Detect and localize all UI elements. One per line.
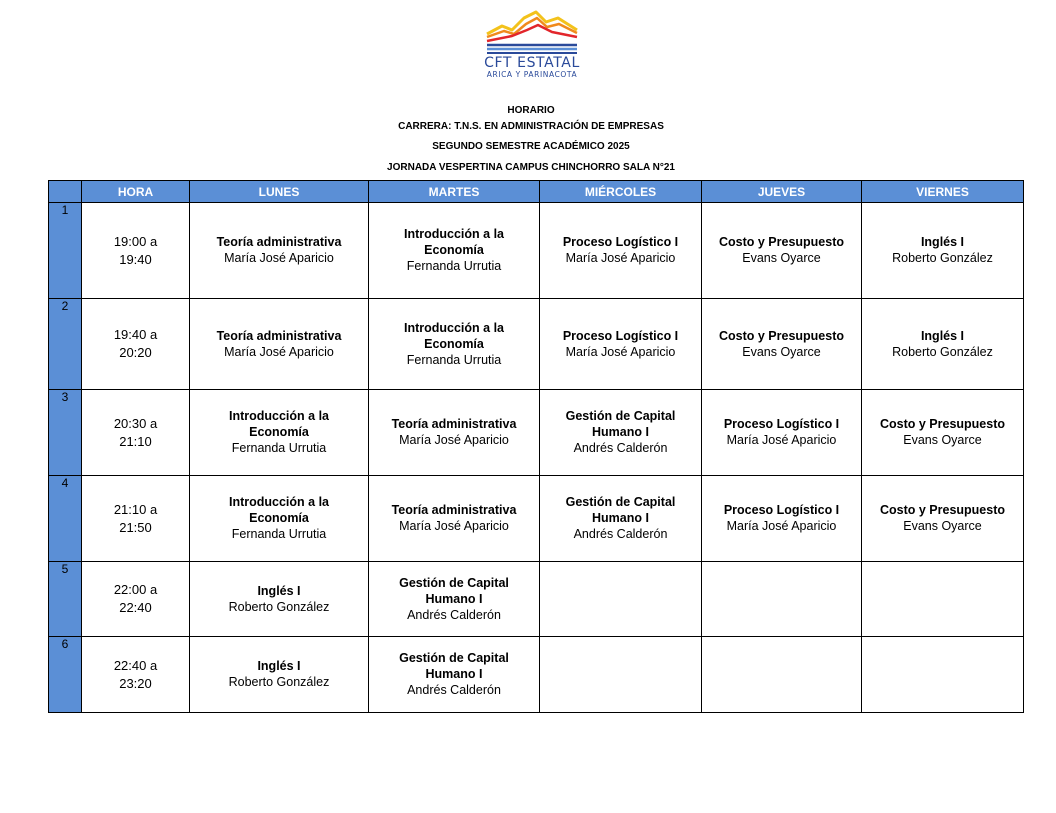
subject-name: Costo y Presupuesto [879,417,1006,431]
teacher-name: Roberto González [892,344,993,359]
class-cell [369,476,540,562]
class-cell [540,390,702,476]
column-header-number [49,181,82,203]
subject-name: Gestión de Capital Humano I [565,495,676,525]
column-header-miercoles: MIÉRCOLES [540,181,702,203]
column-header-lunes: LUNES [190,181,369,203]
class-cell [190,637,369,713]
teacher-name: Roberto González [228,599,330,614]
time-end: 21:10 [119,433,152,449]
subject-name: Teoría administrativa [216,235,342,249]
subject-name: Inglés I [920,328,965,343]
column-header-jueves: JUEVES [702,181,862,203]
table-row [49,390,1024,476]
column-header-martes: MARTES [369,181,540,203]
teacher-name: Roberto González [892,251,993,265]
empty-cell [702,637,862,713]
teacher-name: Fernanda Urrutia [406,259,502,273]
class-cell [369,203,540,299]
class-cell [369,299,540,390]
time-end: 20:20 [119,345,152,360]
document-title: HORARIO [507,105,555,116]
teacher-name: María José Aparicio [399,519,509,533]
table-row [49,637,1024,713]
subject-name: Introducción a la Economía [403,320,504,351]
class-cell [862,390,1024,476]
session-line: JORNADA VESPERTINA CAMPUS CHINCHORRO SALA N°21 [387,162,675,173]
teacher-name: María José Aparicio [726,433,837,447]
time-cell [82,299,190,390]
empty-cell [540,637,702,713]
column-header-viernes: VIERNES [862,181,1024,203]
class-cell [190,203,369,299]
empty-cell [540,562,702,637]
table-header-row [49,181,1024,203]
time-start: 21:10 a [113,501,158,517]
time-start: 19:00 a [113,233,158,249]
class-cell [862,476,1024,562]
teacher-name: Evans Oyarce [742,251,821,265]
time-end: 23:20 [119,675,152,691]
empty-cell [702,562,862,637]
time-cell [82,203,190,299]
teacher-name: Evans Oyarce [903,433,982,447]
class-cell [540,203,702,299]
career-line: CARRERA: T.N.S. EN ADMINISTRACIÓN DE EMPRESAS [398,121,664,132]
class-cell [190,562,369,637]
table-row [49,203,1024,299]
period-number: 2 [49,299,82,390]
teacher-name: Andrés Calderón [407,683,501,697]
subject-name: Introducción a la Economía [403,227,504,257]
class-cell [702,390,862,476]
teacher-name: Fernanda Urrutia [406,352,502,367]
class-cell [540,476,702,562]
class-cell [190,476,369,562]
time-cell [82,390,190,476]
subject-name: Teoría administrativa [391,417,517,431]
institution-logo [480,8,584,84]
period-number: 1 [49,203,82,299]
subject-name: Teoría administrativa [391,503,517,517]
teacher-name: Fernanda Urrutia [231,441,327,455]
class-cell [862,203,1024,299]
subject-name: Costo y Presupuesto [879,503,1006,517]
subject-name: Proceso Logístico I [562,235,679,249]
subject-name: Inglés I [257,659,301,673]
subject-name: Gestión de Capital Humano I [565,409,676,439]
period-number: 4 [49,476,82,562]
class-cell [702,476,862,562]
teacher-name: Andrés Calderón [573,527,668,541]
mountain-logo-icon [482,8,582,54]
class-cell [369,562,540,637]
semester-line: SEGUNDO SEMESTRE ACADÉMICO 2025 [432,141,630,152]
subject-name: Proceso Logístico I [562,328,679,343]
period-number: 6 [49,637,82,713]
teacher-name: María José Aparicio [565,344,676,359]
column-header-hora: HORA [82,181,190,203]
period-number: 5 [49,562,82,637]
subject-name: Proceso Logístico I [723,417,840,431]
time-start: 20:30 a [113,415,158,431]
teacher-name: María José Aparicio [726,519,837,533]
subject-name: Costo y Presupuesto [718,235,845,249]
subject-name: Costo y Presupuesto [718,328,845,343]
schedule-table [48,180,1024,713]
subject-name: Gestión de Capital Humano I [399,575,509,606]
logo-subtitle: ARICA Y PARINACOTA [486,70,578,79]
time-cell [82,637,190,713]
time-start: 19:40 a [113,327,158,342]
subject-name: Proceso Logístico I [723,503,840,517]
table-row [49,562,1024,637]
time-cell [82,476,190,562]
teacher-name: María José Aparicio [399,433,509,447]
time-cell [82,562,190,637]
period-number: 3 [49,390,82,476]
subject-name: Gestión de Capital Humano I [399,651,509,681]
teacher-name: María José Aparicio [224,344,334,359]
empty-cell [862,562,1024,637]
class-cell [190,299,369,390]
time-end: 22:40 [119,600,152,615]
class-cell [369,637,540,713]
time-end: 21:50 [119,519,152,535]
teacher-name: María José Aparicio [565,251,676,265]
logo-name: CFT ESTATAL [484,55,580,71]
teacher-name: Evans Oyarce [903,519,982,533]
teacher-name: Andrés Calderón [407,607,501,622]
subject-name: Inglés I [257,583,301,598]
time-start: 22:00 a [113,582,158,597]
subject-name: Teoría administrativa [216,328,342,343]
teacher-name: Andrés Calderón [573,441,668,455]
subject-name: Introducción a la Economía [228,495,329,525]
table-row [49,299,1024,390]
teacher-name: Fernanda Urrutia [231,527,327,541]
subject-name: Inglés I [920,235,965,249]
class-cell [540,299,702,390]
subject-name: Introducción a la Economía [228,409,329,439]
class-cell [862,299,1024,390]
class-cell [702,203,862,299]
time-end: 19:40 [119,251,152,267]
time-start: 22:40 a [113,657,158,673]
class-cell [702,299,862,390]
table-row [49,476,1024,562]
teacher-name: Evans Oyarce [742,344,821,359]
teacher-name: Roberto González [228,675,330,689]
class-cell [190,390,369,476]
class-cell [369,390,540,476]
teacher-name: María José Aparicio [224,251,334,265]
empty-cell [862,637,1024,713]
